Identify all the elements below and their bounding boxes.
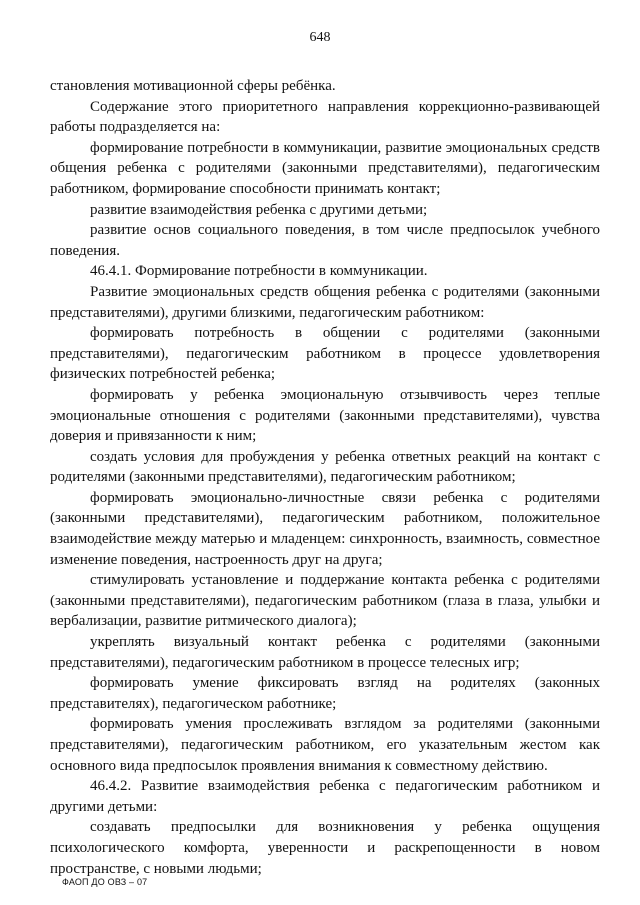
list-item-interaction: развитие взаимодействия ребенка с другими детьми; <box>90 201 428 218</box>
list-item: формировать потребность в общении с родителями (законными представителями), педагогическим работником в процессе удовлетворения физических потребностей ребенка; <box>50 325 600 383</box>
list-item-social-behavior: развитие основ социального поведения, в том числе предпосылок учебного поведения. <box>50 222 600 259</box>
page-number: 648 <box>309 30 331 45</box>
list-item: создать условия для пробуждения у ребенка ответных реакций на контакт с родителями (законными представителями), педагогическим работником; <box>50 448 600 486</box>
list-item-communication: формирование потребности в коммуникации, развитие эмоциональных средств общения ребенка с родителями (законными представителями), педагогическим работником, формирование способности принимать контакт; <box>50 139 600 197</box>
paragraph-emotional-means: Развитие эмоциональных средств общения ребенка с родителями (законными представителями), другими близкими, педагогическим работником: <box>50 283 600 321</box>
list-item: формировать умения прослеживать взглядом за родителями (законными представителями), педагогическим работником, его указательным жестом как основного вида предпосылок проявления внимания к совместному действию. <box>50 716 600 774</box>
paragraph-continuation: становления мотивационной сферы ребёнка. <box>50 78 336 94</box>
list-item: формировать умение фиксировать взгляд на родителях (законных представителях), педагогическом работнике; <box>50 675 600 712</box>
paragraph-content-intro: Содержание этого приоритетного направления коррекционно-развивающей работы подразделяется на: <box>50 98 600 136</box>
list-item: формировать у ребенка эмоциональную отзывчивость через теплые эмоциональные отношения с родителями (законными представителями), чувства доверия и привязанности к ним; <box>50 386 600 445</box>
document-footer: ФАОП ДО ОВЗ – 07 <box>62 877 148 887</box>
document-body <box>50 76 600 879</box>
section-heading-46-4-2: 46.4.2. Развитие взаимодействия ребенка с педагогическим работником и другими детьми: <box>50 778 600 815</box>
section-heading-46-4-1: 46.4.1. Формирование потребности в коммуникации. <box>90 263 428 280</box>
list-item: формировать эмоционально-личностные связи ребенка с родителями (законными представителями), педагогическим работником, положительное взаимодействие между матерью и младенцем: синхронность, взаимность, совместное изменение поведения, настроенность друг на друга; <box>50 489 600 568</box>
list-item: укреплять визуальный контакт ребенка с родителями (законными представителями), педагогическим работником в процессе телесных игр; <box>50 634 600 671</box>
list-item: стимулировать установление и поддержание контакта ребенка с родителями (законными представителями), педагогическим работником (глаза в глаза, улыбки и вербализации, развитие ритмического диалога); <box>50 572 600 630</box>
list-item: создавать предпосылки для возникновения у ребенка ощущения психологического комфорта, уверенности и раскрепощенности в новом пространстве, с новыми людьми; <box>50 819 600 877</box>
